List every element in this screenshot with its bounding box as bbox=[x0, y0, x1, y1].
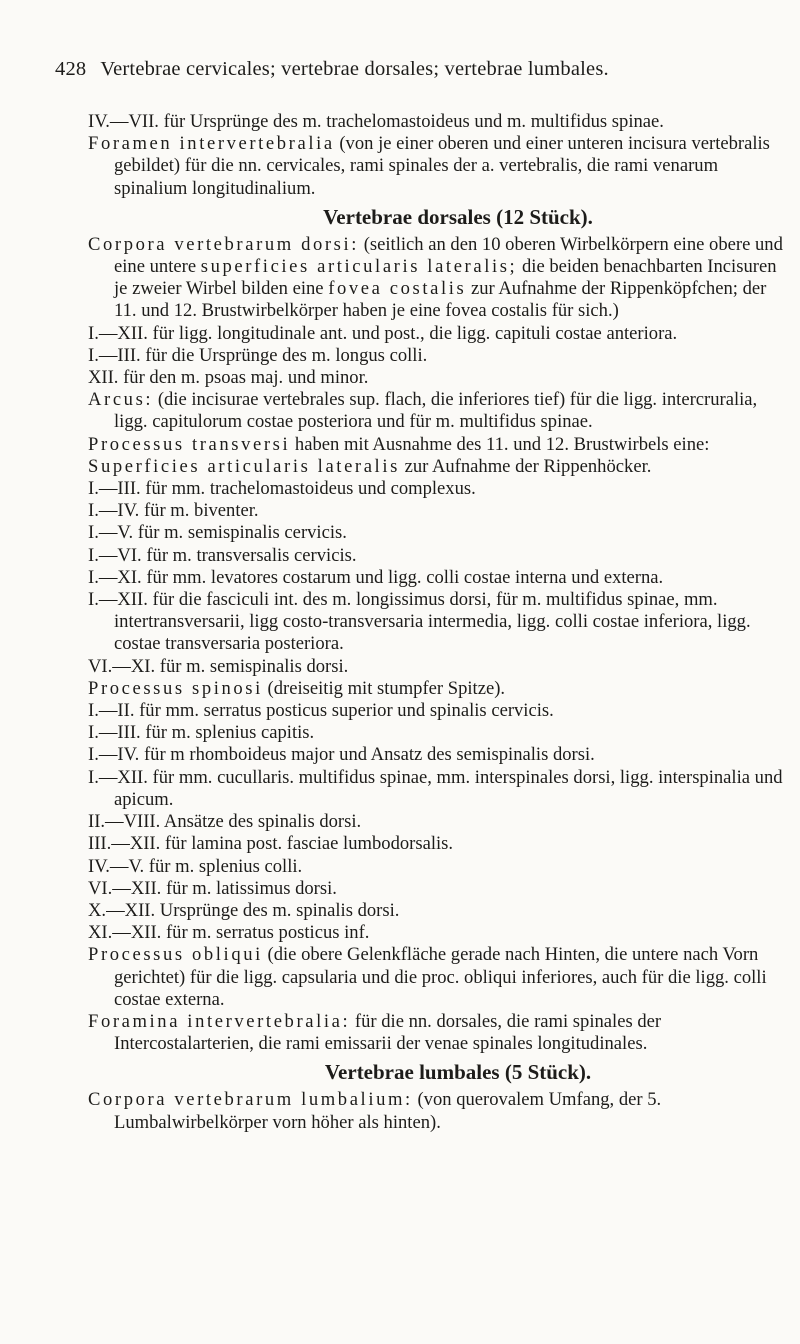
paragraph: IV.—VII. für Ursprünge des m. trachelomastoideus und m. multifidus spinae. bbox=[88, 111, 664, 132]
paragraph: II.—VIII. Ansätze des spinalis dorsi. bbox=[88, 811, 362, 833]
term: Corpora vertebrarum dorsi: bbox=[88, 233, 360, 255]
paragraph: Arcus: (die incisurae vertebrales sup. flach, die inferiores tief) für die ligg. intercruralia, ligg. capitulorum costae posteriora und für m. multifidus spinae. bbox=[88, 389, 758, 433]
paragraph: I.—XII. für mm. cucullaris. multifidus spinae, mm. interspinales dorsi, ligg. interspinalia und apicum. bbox=[88, 766, 783, 810]
paragraph: I.—XI. für mm. levatores costarum und ligg. colli costae interna und externa. bbox=[88, 566, 664, 588]
paragraph: I.—VI. für m. transversalis cervicis. bbox=[88, 544, 357, 566]
term: Superficies articularis lateralis bbox=[88, 455, 400, 477]
page-number: 428 bbox=[55, 58, 87, 80]
paragraph: I.—XII. für ligg. longitudinale ant. und post., die ligg. capituli costae anteriora. bbox=[88, 322, 678, 344]
paragraph: IV.—V. für m. splenius colli. bbox=[88, 855, 303, 877]
paragraph: Processus transversi haben mit Ausnahme des 11. und 12. Brustwirbels eine: bbox=[88, 433, 710, 455]
paragraph: I.—III. für m. splenius capitis. bbox=[88, 722, 315, 744]
paragraph: I.—IV. für m. biventer. bbox=[88, 500, 259, 522]
paragraph: Processus spinosi (dreiseitig mit stumpfer Spitze). bbox=[88, 677, 506, 699]
paragraph: Corpora vertebrarum dorsi: (seitlich an den 10 oberen Wirbelkörpern eine obere und eine untere superficies articularis lateralis; die beiden benachbarten Incisuren je zweier Wirbel bilden eine fovea costalis zur Aufnahme der Rippenköpfchen; der 11. und 12. Brustwirbelkörper haben je eine fovea costalis für sich.) bbox=[88, 233, 783, 322]
section-heading-dorsal: Vertebrae dorsales (12 Stück). bbox=[323, 204, 593, 229]
term: superficies articularis lateralis; bbox=[200, 256, 518, 278]
section-heading-lumbal: Vertebrae lumbales (5 Stück). bbox=[324, 1060, 592, 1085]
paragraph: X.—XII. Ursprünge des m. spinalis dorsi. bbox=[88, 899, 400, 921]
paragraph: VI.—XI. für m. semispinalis dorsi. bbox=[88, 655, 349, 677]
paragraph: Foramina intervertebralia: für die nn. dorsales, die rami spinales der Intercostalarterien, die rami emissarii der venae spinales longitudinales. bbox=[88, 1010, 662, 1055]
paragraph: III.—XII. für lamina post. fasciae lumbodorsalis. bbox=[88, 833, 454, 855]
term: Processus obliqui bbox=[88, 944, 263, 966]
paragraph: Foramen intervertebralia (von je einer oberen und einer unteren incisura vertebralis gebildet) für die nn. cervicales, rami spinales der a. vertebralis, die rami venarum spinalium longitudinalium. bbox=[88, 133, 770, 199]
paragraph: Processus obliqui (die obere Gelenkfläche gerade nach Hinten, die untere nach Vorn gerichtet) für die ligg. capsularia und die proc. obliqui inferiores, auch für die ligg. colli costae externa. bbox=[88, 944, 767, 1010]
page-body bbox=[88, 111, 788, 1134]
running-title: Vertebrae cervicales; vertebrae dorsales; vertebrae lumbales. bbox=[100, 58, 609, 80]
paragraph: Superficies articularis lateralis zur Aufnahme der Rippenhöcker. bbox=[88, 455, 652, 477]
paragraph: I.—III. für die Ursprünge des m. longus colli. bbox=[88, 344, 428, 366]
paragraph: I.—IV. für m rhomboideus major und Ansatz des semispinalis dorsi. bbox=[88, 744, 595, 766]
paragraph: Corpora vertebrarum lumbalium: (von querovalem Umfang, der 5. Lumbalwirbelkörper vorn höher als hinten). bbox=[88, 1089, 662, 1133]
term: Corpora vertebrarum lumbalium: bbox=[88, 1089, 413, 1111]
term: Processus spinosi bbox=[88, 677, 263, 699]
paragraph: VI.—XII. für m. latissimus dorsi. bbox=[88, 877, 337, 899]
paragraph: I.—V. für m. semispinalis cervicis. bbox=[88, 522, 347, 544]
term: Foramina intervertebralia: bbox=[88, 1010, 351, 1032]
paragraph: I.—XII. für die fasciculi int. des m. longissimus dorsi, für m. multifidus spinae, mm. intertransversarii, ligg costo-transversaria intermedia, ligg. colli costae inferiora, ligg. costae transversaria posteriora. bbox=[88, 589, 751, 655]
paragraph: XII. für den m. psoas maj. und minor. bbox=[88, 367, 369, 389]
paragraph: I.—II. für mm. serratus posticus superior und spinalis cervicis. bbox=[88, 700, 554, 722]
paragraph: XI.—XII. für m. serratus posticus inf. bbox=[88, 922, 370, 944]
paragraph: I.—III. für mm. trachelomastoideus und complexus. bbox=[88, 478, 476, 500]
term: Foramen intervertebralia bbox=[88, 133, 335, 155]
running-head bbox=[55, 58, 609, 81]
term: Processus transversi bbox=[88, 433, 291, 455]
term: fovea costalis bbox=[328, 278, 467, 300]
term: Arcus: bbox=[88, 389, 154, 411]
